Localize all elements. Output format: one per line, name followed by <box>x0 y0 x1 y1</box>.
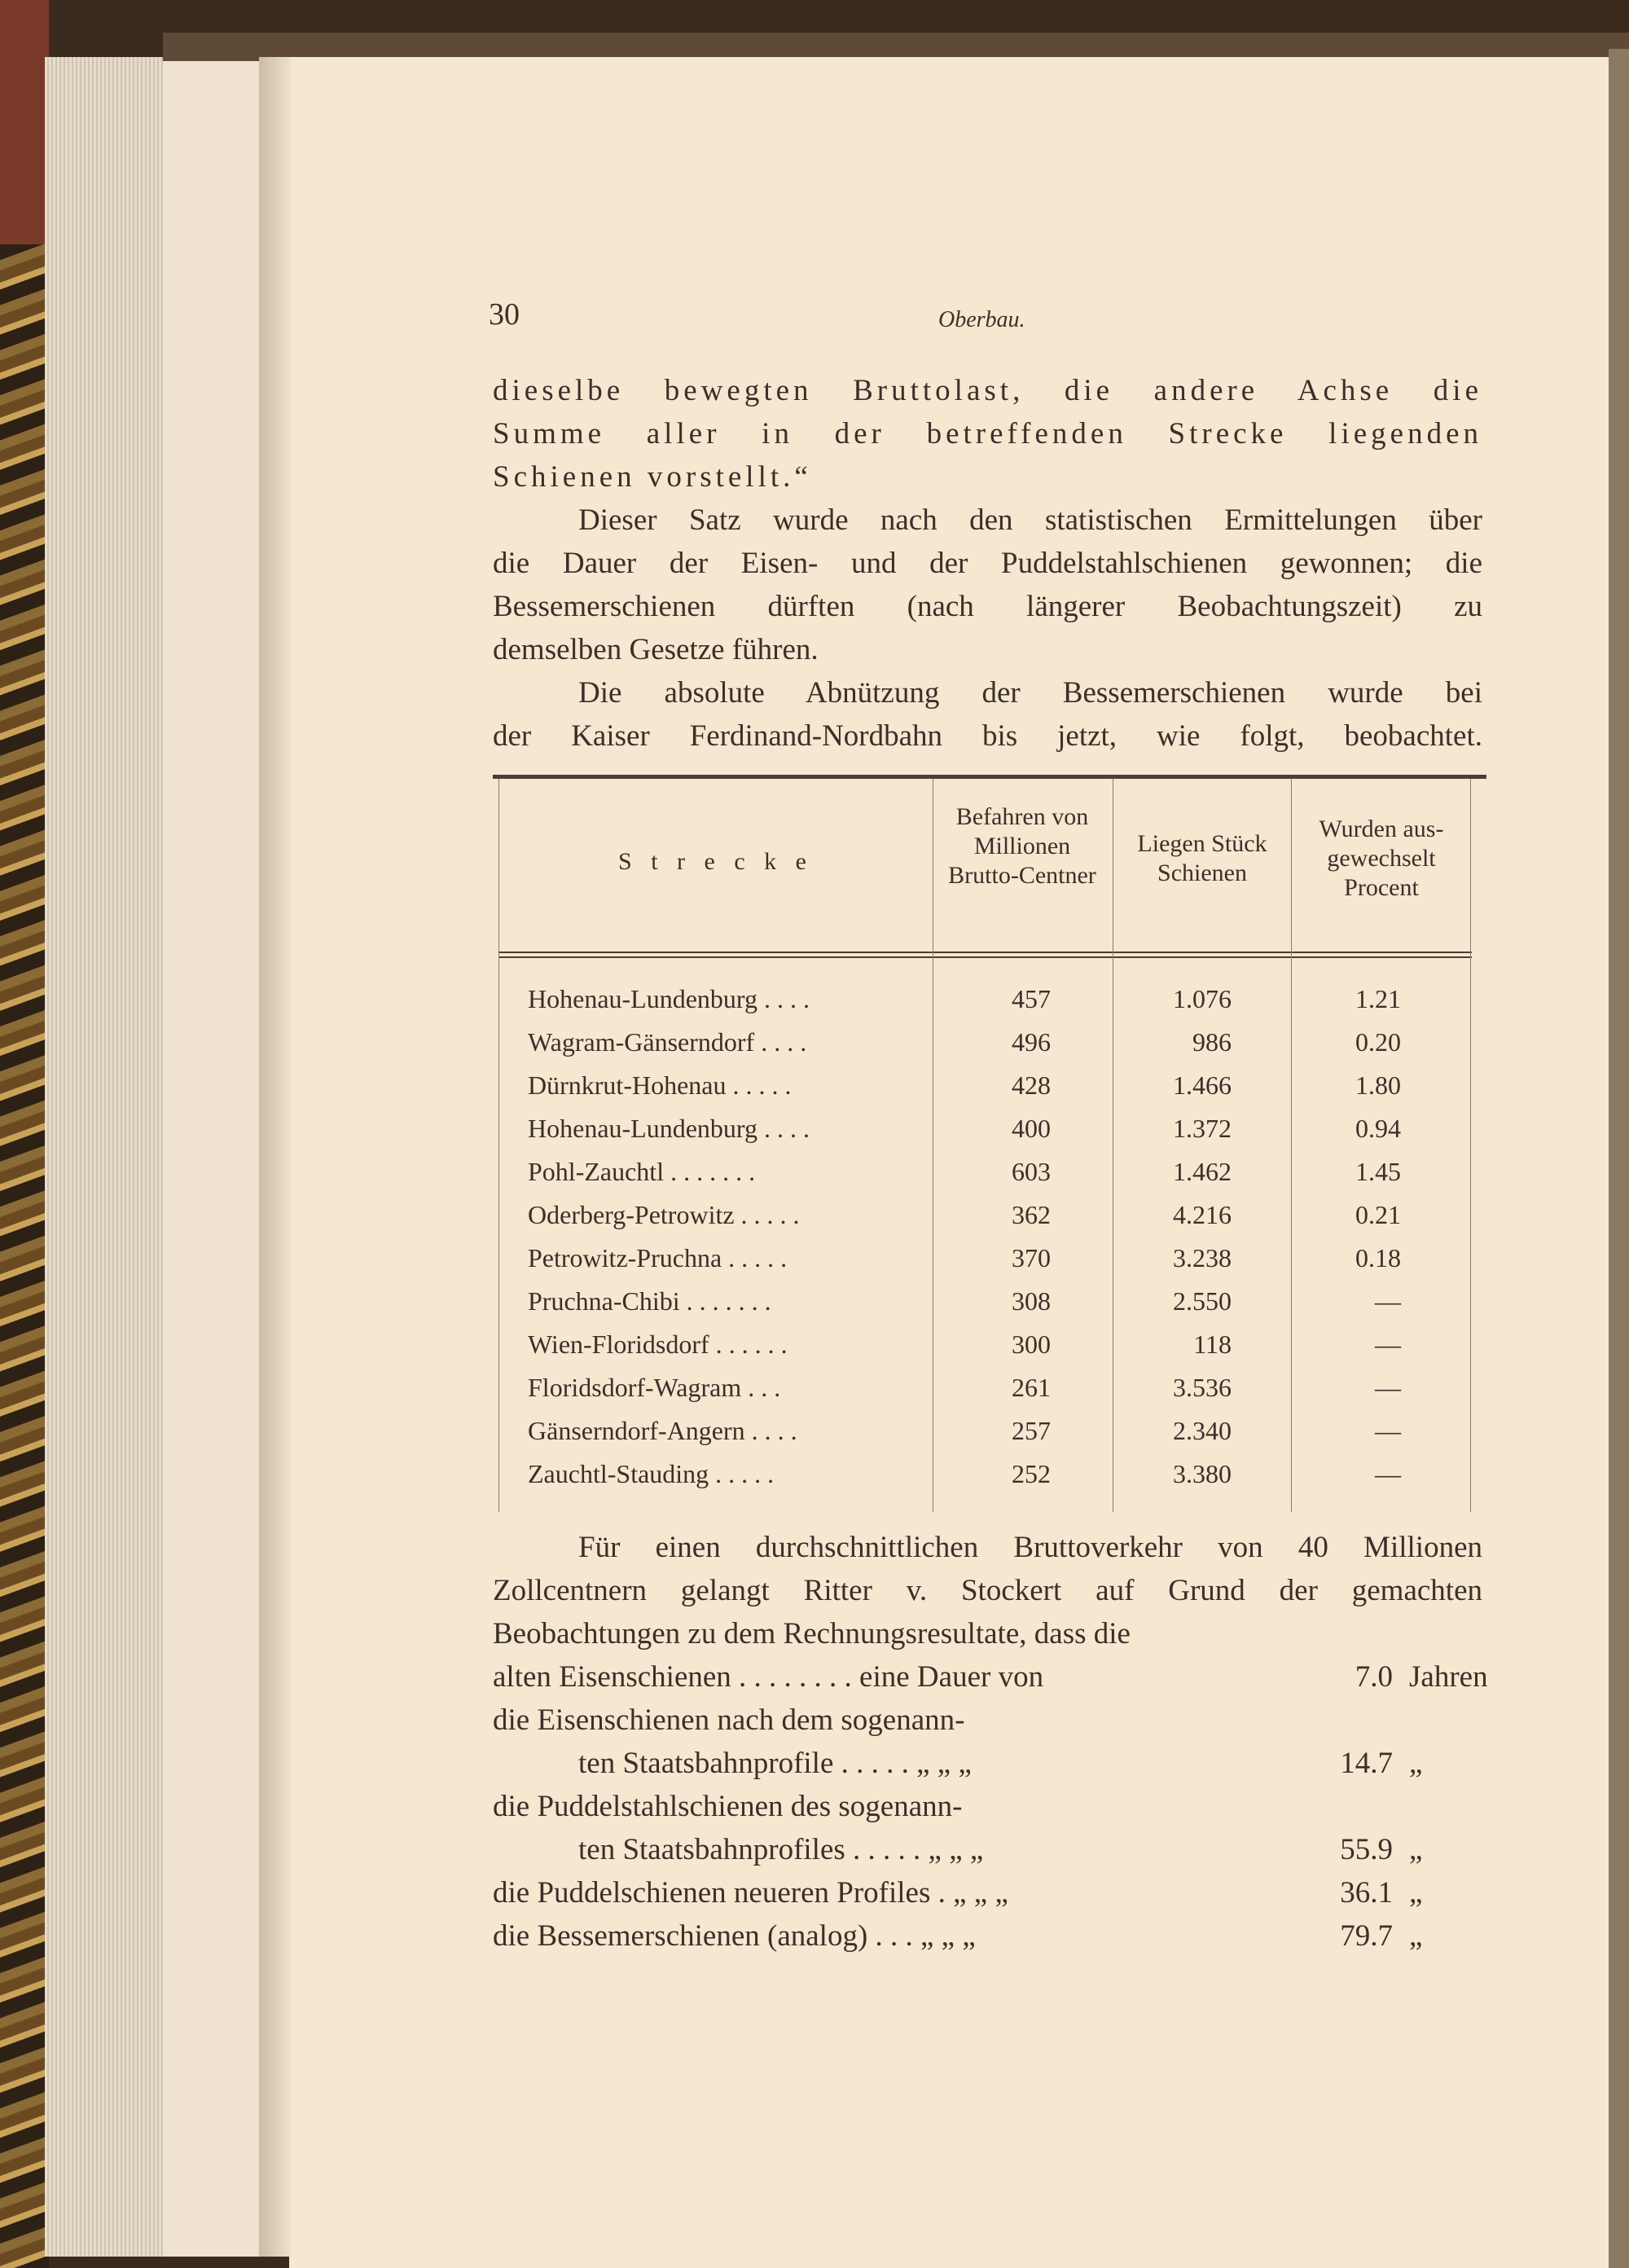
text-line: Bessemerschienen dürften (nach längerer Beobachtungszeit) zu <box>493 590 1482 623</box>
cell-procent: — <box>1375 1459 1401 1488</box>
cell-befahren: 428 <box>1012 1070 1051 1100</box>
cell-liegen: 3.536 <box>1173 1373 1232 1402</box>
cell-strecke: Oderberg-Petrowitz . . . . . <box>528 1200 800 1229</box>
book-cover-marbled <box>0 0 49 2268</box>
cell-strecke: Hohenau-Lundenburg . . . . <box>528 1114 810 1143</box>
cell-strecke: Pruchna-Chibi . . . . . . . <box>528 1286 771 1316</box>
cell-liegen: 2.340 <box>1173 1416 1232 1445</box>
dauer-unit: „ <box>1409 1747 1423 1780</box>
cell-liegen: 3.238 <box>1173 1243 1232 1272</box>
cell-liegen: 1.462 <box>1173 1157 1232 1186</box>
dauer-unit: „ <box>1409 1833 1423 1866</box>
column-header-liegen: Liegen Stück Schienen <box>1137 830 1267 886</box>
cell-strecke: Zauchtl-Stauding . . . . . <box>528 1459 775 1488</box>
column-header-befahren: Befahren von Millionen Brutto-Centner <box>948 803 1096 889</box>
text-line: die Dauer der Eisen- und der Puddelstahlschienen gewonnen; die <box>493 547 1482 580</box>
table-header-rule <box>498 956 1472 958</box>
table-header-rule <box>498 952 1472 953</box>
cell-procent: — <box>1375 1373 1401 1402</box>
dauer-label: die Puddelschienen neueren Profiles . „ „ „ <box>493 1876 1008 1910</box>
cell-procent: 1.21 <box>1355 984 1401 1013</box>
cell-befahren: 496 <box>1012 1027 1051 1057</box>
cell-liegen: 2.550 <box>1173 1286 1232 1316</box>
text-line: Dieser Satz wurde nach den statistischen Ermittelungen über <box>578 503 1482 537</box>
text-line: Für einen durchschnittlichen Bruttoverkehr von 40 Millionen <box>578 1531 1482 1564</box>
text-line: demselben Gesetze führen. <box>493 633 819 666</box>
column-header-strecke: S t r e c k e <box>618 848 813 875</box>
dauer-label: die Eisenschienen nach dem sogenann- <box>493 1703 965 1737</box>
cell-strecke: Dürnkrut-Hohenau . . . . . <box>528 1070 792 1100</box>
dauer-label: ten Staatsbahnprofile . . . . . „ „ „ <box>578 1747 972 1780</box>
column-rule <box>1291 779 1292 1512</box>
dauer-unit: „ <box>1409 1876 1423 1910</box>
cell-befahren: 308 <box>1012 1286 1051 1316</box>
cell-procent: — <box>1375 1330 1401 1359</box>
running-title: Oberbau. <box>938 307 1025 332</box>
cell-liegen: 1.466 <box>1173 1070 1232 1100</box>
page-number: 30 <box>489 297 520 332</box>
cell-procent: — <box>1375 1286 1401 1316</box>
text-line: Zollcentnern gelangt Ritter v. Stockert auf Grund der gemachten <box>493 1574 1482 1607</box>
cell-befahren: 300 <box>1012 1330 1051 1359</box>
cell-procent: — <box>1375 1416 1401 1445</box>
text-line: Beobachtungen zu dem Rechnungsresultate, dass die <box>493 1617 1131 1650</box>
cell-procent: 0.18 <box>1355 1243 1401 1272</box>
text-line: Die absolute Abnützung der Bessemerschienen wurde bei <box>578 676 1482 710</box>
right-edge <box>1609 49 1629 2268</box>
cell-procent: 1.45 <box>1355 1157 1401 1186</box>
cell-befahren: 362 <box>1012 1200 1051 1229</box>
cell-liegen: 1.076 <box>1173 984 1232 1013</box>
text-line: Schienen vorstellt.“ <box>493 460 812 494</box>
dauer-value: 79.7 <box>1340 1919 1393 1953</box>
dauer-unit: Jahren <box>1409 1660 1488 1694</box>
cell-liegen: 1.372 <box>1173 1114 1232 1143</box>
cell-liegen: 4.216 <box>1173 1200 1232 1229</box>
dauer-value: 36.1 <box>1340 1876 1393 1910</box>
cell-procent: 0.94 <box>1355 1114 1401 1143</box>
cell-strecke: Wien-Floridsdorf . . . . . . <box>528 1330 788 1359</box>
cell-strecke: Wagram-Gänserndorf . . . . <box>528 1027 807 1057</box>
cell-strecke: Floridsdorf-Wagram . . . <box>528 1373 781 1402</box>
cell-befahren: 252 <box>1012 1459 1051 1488</box>
cell-liegen: 3.380 <box>1173 1459 1232 1488</box>
cell-strecke: Gänserndorf-Angern . . . . <box>528 1416 797 1445</box>
book-cover-leather <box>0 0 49 244</box>
cell-procent: 0.20 <box>1355 1027 1401 1057</box>
dauer-label: ten Staatsbahnprofiles . . . . . „ „ „ <box>578 1833 984 1866</box>
cell-liegen: 986 <box>1192 1027 1232 1057</box>
dauer-unit: „ <box>1409 1919 1423 1953</box>
cell-strecke: Hohenau-Lundenburg . . . . <box>528 984 810 1013</box>
table-top-rule <box>493 775 1486 779</box>
cell-liegen: 118 <box>1193 1330 1232 1359</box>
text-line: Summe aller in der betreffenden Strecke liegenden <box>493 417 1482 451</box>
cell-strecke: Petrowitz-Pruchna . . . . . <box>528 1243 788 1272</box>
cell-befahren: 603 <box>1012 1157 1051 1186</box>
dauer-label: alten Eisenschienen . . . . . . . . eine Dauer von <box>493 1660 1044 1694</box>
dauer-value: 55.9 <box>1340 1833 1393 1866</box>
column-header-procent: Wurden aus-gewechselt Procent <box>1319 815 1444 901</box>
column-rule <box>1470 779 1471 1512</box>
column-rule <box>498 779 499 1512</box>
dauer-value: 14.7 <box>1340 1747 1393 1780</box>
cell-procent: 0.21 <box>1355 1200 1401 1229</box>
cell-befahren: 257 <box>1012 1416 1051 1445</box>
dauer-label: die Bessemerschienen (analog) . . . „ „ „ <box>493 1919 976 1953</box>
cell-procent: 1.80 <box>1355 1070 1401 1100</box>
gutter <box>259 57 292 2257</box>
cell-befahren: 457 <box>1012 984 1051 1013</box>
text-line: der Kaiser Ferdinand-Nordbahn bis jetzt, wie folgt, beobachtet. <box>493 719 1482 753</box>
dauer-label: die Puddelstahlschienen des sogenann- <box>493 1790 963 1823</box>
cell-befahren: 261 <box>1012 1373 1051 1402</box>
cell-befahren: 370 <box>1012 1243 1051 1272</box>
dauer-value: 7.0 <box>1355 1660 1393 1694</box>
cell-befahren: 400 <box>1012 1114 1051 1143</box>
cell-strecke: Pohl-Zauchtl . . . . . . . <box>528 1157 756 1186</box>
text-line: dieselbe bewegten Bruttolast, die andere Achse die <box>493 374 1482 407</box>
